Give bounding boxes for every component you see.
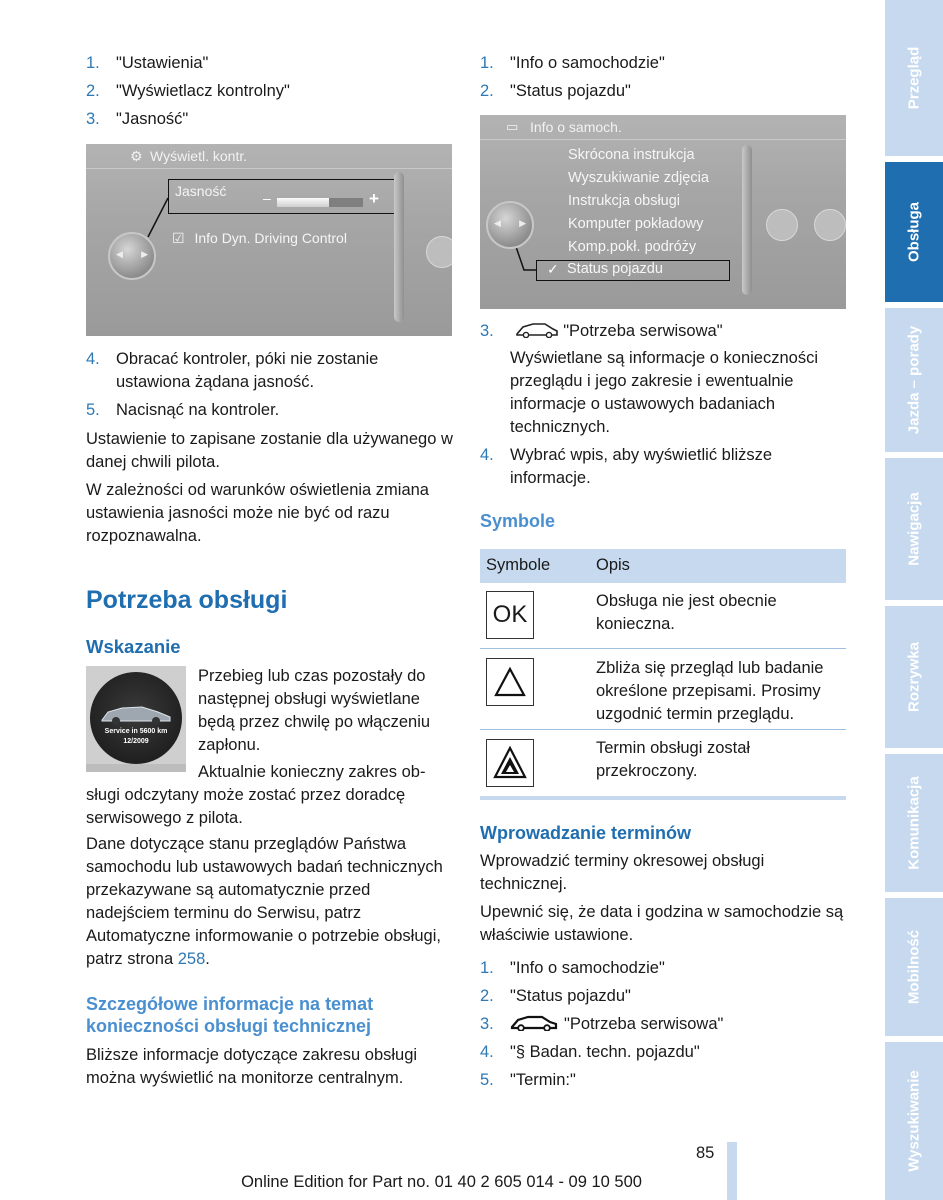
list-item: 3. "Jasność": [86, 110, 189, 128]
plus-icon: +: [369, 189, 379, 208]
table-cell: Obsługa nie jest obecnie konieczna.: [596, 592, 777, 633]
car-icon: [515, 322, 559, 338]
list-item: 2. "Wyświetlacz kontrolny": [86, 82, 290, 100]
menu-item[interactable]: Skrócona instrukcja: [568, 147, 695, 163]
menu-item[interactable]: Wyszukiwanie zdjęcia: [568, 170, 709, 186]
tab-nawigacja[interactable]: Nawigacja: [885, 458, 943, 600]
option-button-icon: [814, 209, 846, 241]
warning-triangle-filled-icon: [486, 739, 534, 787]
brightness-selection[interactable]: Jasność – +: [168, 179, 396, 214]
table-cell: Zbliża się przegląd lub badanie określone przepisami. Prosimy uzgodnić termin przeglądu.: [596, 659, 824, 723]
list-item: 1. "Ustawienia": [86, 54, 209, 72]
table-bottom-bar: [480, 796, 846, 800]
list-item: 4. Obracać kontroler, póki nie zostanie ustawiona żądana jasność.: [86, 350, 379, 391]
option-button-icon: [766, 209, 798, 241]
menu-item[interactable]: Komp.pokł. podróży: [568, 239, 697, 255]
vehicle-info-screen: [480, 115, 846, 309]
steps-bottom-right: [480, 957, 850, 1097]
row-divider: [480, 729, 846, 730]
footer: Online Edition for Part no. 01 40 2 605 014 - 09 10 500: [241, 1173, 642, 1191]
symbols-title: Symbole: [480, 511, 556, 531]
paragraph: Przebieg lub czas pozostały do następnej obsługi wyświetlane będą przez chwilę po włączeniu zapłonu.: [198, 667, 431, 754]
table-header: Symbole Opis: [480, 549, 846, 583]
paragraph: sługi odczytany może zostać przez doradcę serwisowego z pilota.: [86, 786, 406, 827]
tab-jazda-porady[interactable]: Jazda – porady: [885, 308, 943, 452]
terms-title: Wprowadzanie terminów: [480, 823, 692, 843]
page-number: 85: [696, 1144, 715, 1162]
paragraph: Bliższe informacje dotyczące zakresu obsługi można wyświetlić na monitorze centralnym.: [86, 1046, 418, 1087]
checkbox-icon: ☑: [172, 230, 185, 246]
row-divider: [480, 648, 846, 649]
dyn-driving-checkbox[interactable]: ☑ Info Dyn. Driving Control: [172, 230, 347, 246]
paragraph: W zależności od warunków oświetlenia zmiana ustawienia jasności może nie być od razu rozpoznawalna.: [86, 481, 429, 545]
tab-przeglad[interactable]: Przegląd: [885, 0, 943, 156]
paragraph: Dane dotyczące stanu przeglądów Państwa samochodu lub ustawowych badań technicznych przekazywane są automatycznie przed nadejściem terminu do Serwisu, patrz Automatyczne informowanie o potrzebie obsługi, patrz strona 258.: [86, 835, 443, 968]
subsection-title: Wskazanie: [86, 636, 181, 657]
list-item: 3. "Potrzeba serwisowa": [480, 1015, 724, 1033]
list-item: 1. "Info o samochodzie": [480, 54, 665, 72]
controller-knob-icon: ◀ ▶: [486, 201, 534, 249]
checkmark-icon: ✓: [547, 261, 559, 277]
service-display-image: Service in 5600 km 12/2009: [86, 666, 186, 772]
warning-triangle-icon: [486, 658, 534, 706]
paragraph: Ustawienie to zapisane zostanie dla używanego w danej chwili pilota.: [86, 430, 453, 471]
steps-top-left: [86, 52, 456, 136]
ok-symbol: OK: [486, 591, 534, 639]
minus-icon: –: [263, 190, 271, 206]
list-item: 1. "Info o samochodzie": [480, 959, 665, 977]
brightness-screen: [86, 144, 452, 336]
section-title: Potrzeba obsługi: [86, 586, 288, 614]
list-item: 2. "Status pojazdu": [480, 987, 631, 1005]
car-icon: [100, 700, 172, 726]
tab-komunikacja[interactable]: Komunikacja: [885, 754, 943, 892]
table-cell: Termin obsługi został przekroczony.: [596, 739, 751, 780]
steps-mid-left: [86, 348, 456, 427]
tab-mobilnosc[interactable]: Mobilność: [885, 898, 943, 1036]
scroll-rail: [394, 172, 404, 322]
steps-top-right: [480, 52, 850, 108]
paragraph: Aktualnie konieczny zakres ob-: [198, 763, 426, 781]
scroll-rail: [742, 145, 752, 295]
page-link[interactable]: 258: [177, 950, 206, 968]
list-item: 4. Wybrać wpis, aby wyświetlić bliższe informacje.: [480, 446, 773, 487]
car-info-icon: ▭: [506, 119, 519, 134]
screen-header: ⚙ Wyświetl. kontr.: [86, 144, 452, 168]
list-item: 2. "Status pojazdu": [480, 82, 631, 100]
screen-header: ▭ Info o samoch.: [480, 115, 846, 139]
menu-item[interactable]: Instrukcja obsługi: [568, 193, 681, 209]
status-selection[interactable]: ✓ Status pojazdu: [536, 260, 730, 281]
list-item: 5. Nacisnąć na kontroler.: [86, 401, 280, 419]
subsection-title: Szczegółowe informacje na temat konieczności obsługi technicznej: [86, 994, 374, 1036]
list-item: 5. "Termin:": [480, 1071, 576, 1089]
paragraph: Upewnić się, że data i godzina w samochodzie są właściwie ustawione.: [480, 903, 844, 944]
menu-item[interactable]: Komputer pokładowy: [568, 216, 704, 232]
option-button-icon: [426, 236, 452, 268]
settings-icon: ⚙: [130, 148, 143, 164]
step-service-need: 3. "Potrzeba serwisowa" Wyświetlane są informacje o konieczności przeglądu i jego zakresie i ewentualnie informacje o ustawowych badaniach technicznych.: [480, 322, 818, 436]
list-item: 4. "§ Badan. techn. pojazdu": [480, 1043, 700, 1061]
car-icon: [510, 1015, 558, 1031]
paragraph: Wprowadzić terminy okresowej obsługi technicznej.: [480, 852, 765, 893]
tab-obsluga[interactable]: Obsługa: [885, 162, 943, 302]
controller-knob-icon: ◀ ▶: [108, 232, 156, 280]
tab-rozrywka[interactable]: Rozrywka: [885, 606, 943, 748]
tab-wyszukiwanie[interactable]: Wyszukiwanie: [885, 1042, 943, 1200]
